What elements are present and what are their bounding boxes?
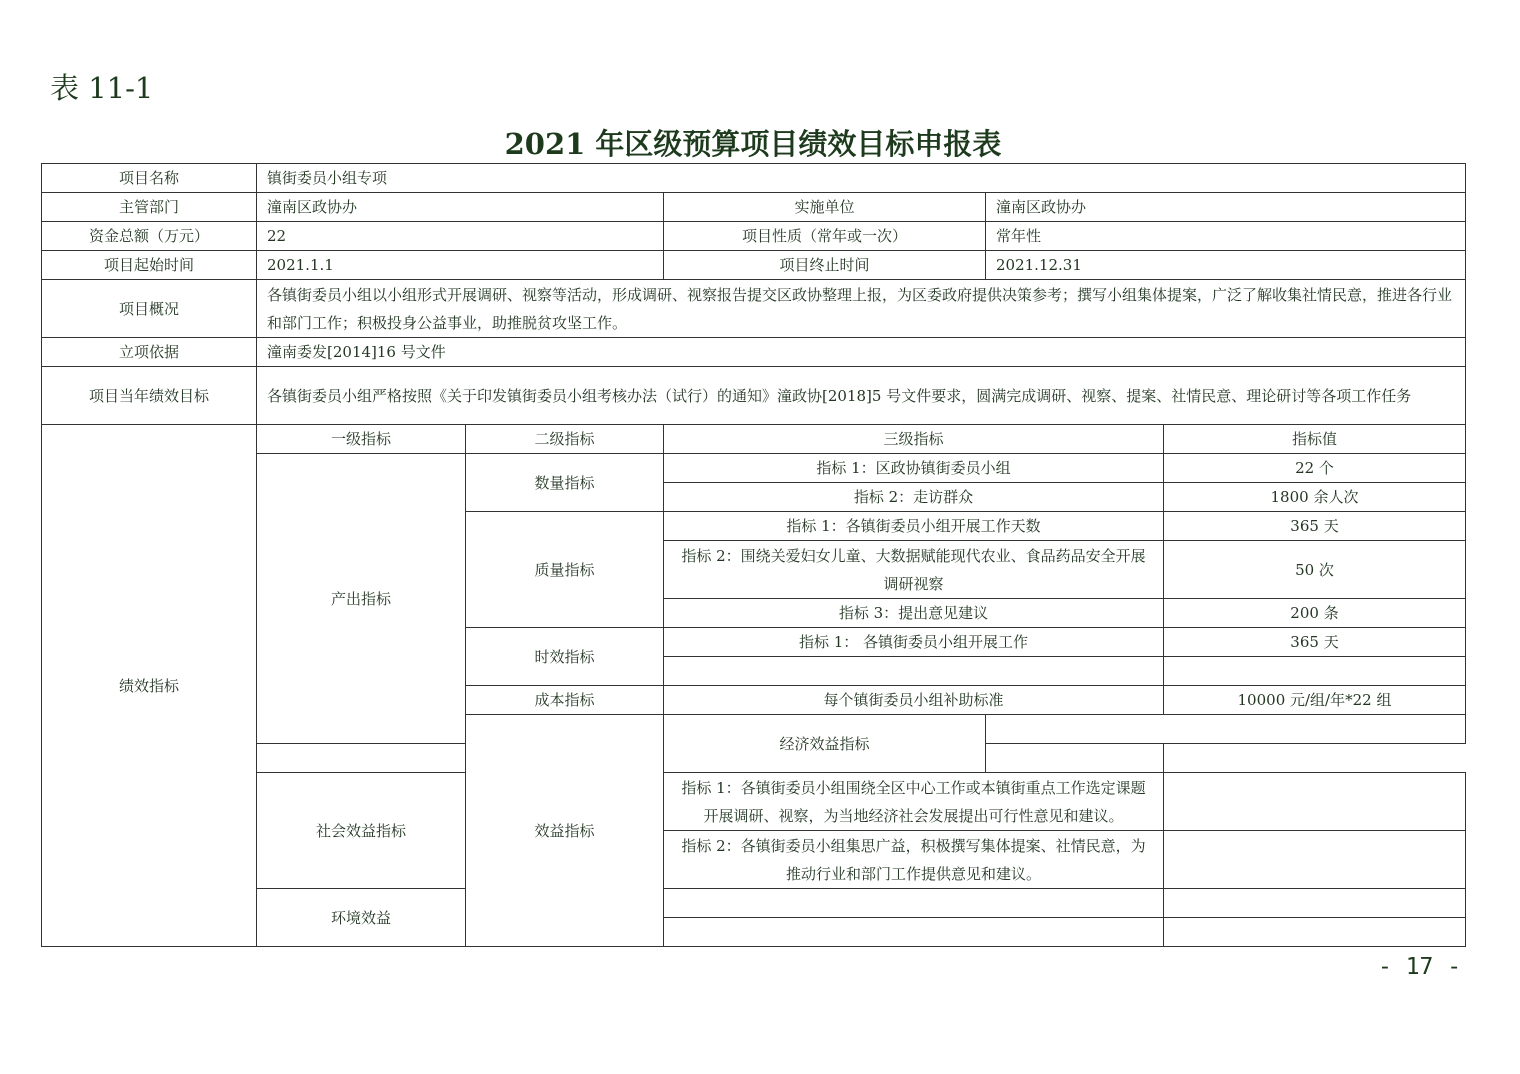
table-row [42,425,1466,454]
indicator-value: 1800 余人次 [1164,483,1466,512]
empty-cell [1164,918,1466,947]
benefit-indicators-label: 效益指标 [466,715,664,947]
indicator-name: 每个镇街委员小组补助标准 [664,686,1164,715]
table-row [42,222,1466,251]
timeliness-indicators-label: 时效指标 [466,628,664,686]
column-header: 指标值 [1164,425,1466,454]
table-row [42,193,1466,222]
indicator-name: 指标 1：各镇街委员小组围绕全区中心工作或本镇街重点工作选定课题开展调研、视察，为当地经济社会发展提出可行性意见和建议。 [664,773,1164,831]
funds-value: 22 [257,222,664,251]
column-header: 三级指标 [664,425,1164,454]
nature-label: 项目性质（常年或一次） [664,222,986,251]
start-value: 2021.1.1 [257,251,664,280]
goal-label: 项目当年绩效目标 [42,367,257,425]
department-value: 潼南区政协办 [257,193,664,222]
empty-cell [1164,657,1466,686]
implementer-value: 潼南区政协办 [986,193,1466,222]
empty-cell [664,918,1164,947]
social-indicators-label: 社会效益指标 [257,773,466,889]
indicator-name: 指标 1：区政协镇街委员小组 [664,454,1164,483]
indicator-name: 指标 2：走访群众 [664,483,1164,512]
implementer-label: 实施单位 [664,193,986,222]
performance-indicators-label: 绩效指标 [42,425,257,947]
page-number: - 17 - [1378,954,1462,980]
end-label: 项目终止时间 [664,251,986,280]
column-header: 二级指标 [466,425,664,454]
indicator-name: 指标 1： 各镇街委员小组开展工作 [664,628,1164,657]
table-row [42,251,1466,280]
economic-indicators-label: 经济效益指标 [664,715,986,773]
performance-target-table [41,163,1466,947]
empty-cell [1164,773,1466,831]
empty-cell [664,889,1164,918]
table-row [42,280,1466,338]
project-name-label: 项目名称 [42,164,257,193]
table-row [42,367,1466,425]
table-row [42,164,1466,193]
goal-value: 各镇街委员小组严格按照《关于印发镇街委员小组考核办法（试行）的通知》潼政协[2018]5 号文件要求，圆满完成调研、视察、提案、社情民意、理论研讨等各项工作任务 [257,367,1466,425]
column-header: 一级指标 [257,425,466,454]
nature-value: 常年性 [986,222,1466,251]
cost-indicators-label: 成本指标 [466,686,664,715]
environment-indicators-label: 环境效益 [257,889,466,947]
end-value: 2021.12.31 [986,251,1466,280]
indicator-value: 365 天 [1164,512,1466,541]
project-name-value: 镇街委员小组专项 [257,164,1466,193]
indicator-name: 指标 1：各镇街委员小组开展工作天数 [664,512,1164,541]
basis-label: 立项依据 [42,338,257,367]
quality-indicators-label: 质量指标 [466,512,664,628]
indicator-value: 50 次 [1164,541,1466,599]
quantity-indicators-label: 数量指标 [466,454,664,512]
empty-cell [986,744,1164,773]
basis-value: 潼南委发[2014]16 号文件 [257,338,1466,367]
indicator-name: 指标 3：提出意见建议 [664,599,1164,628]
department-label: 主管部门 [42,193,257,222]
indicator-value: 10000 元/组/年*22 组 [1164,686,1466,715]
empty-cell [1164,831,1466,889]
indicator-name: 指标 2：围绕关爱妇女儿童、大数据赋能现代农业、食品药品安全开展调研视察 [664,541,1164,599]
indicator-name: 指标 2：各镇街委员小组集思广益，积极撰写集体提案、社情民意，为推动行业和部门工作提供意见和建议。 [664,831,1164,889]
overview-value: 各镇街委员小组以小组形式开展调研、视察等活动，形成调研、视察报告提交区政协整理上报，为区委政府提供决策参考；撰写小组集体提案，广泛了解收集社情民意，推进各行业和部门工作；积极投身公益事业，助推脱贫攻坚工作。 [257,280,1466,338]
indicator-value: 22 个 [1164,454,1466,483]
indicator-value: 365 天 [1164,628,1466,657]
funds-label: 资金总额（万元） [42,222,257,251]
indicator-value: 200 条 [1164,599,1466,628]
overview-label: 项目概况 [42,280,257,338]
empty-cell [1164,889,1466,918]
page-title: 2021 年区级预算项目绩效目标申报表 [504,127,1002,161]
table-label: 表 11-1 [50,71,154,105]
empty-cell [664,657,1164,686]
table-row [42,338,1466,367]
empty-cell [986,715,1466,744]
start-label: 项目起始时间 [42,251,257,280]
output-indicators-label: 产出指标 [257,454,466,744]
empty-cell [257,744,664,773]
